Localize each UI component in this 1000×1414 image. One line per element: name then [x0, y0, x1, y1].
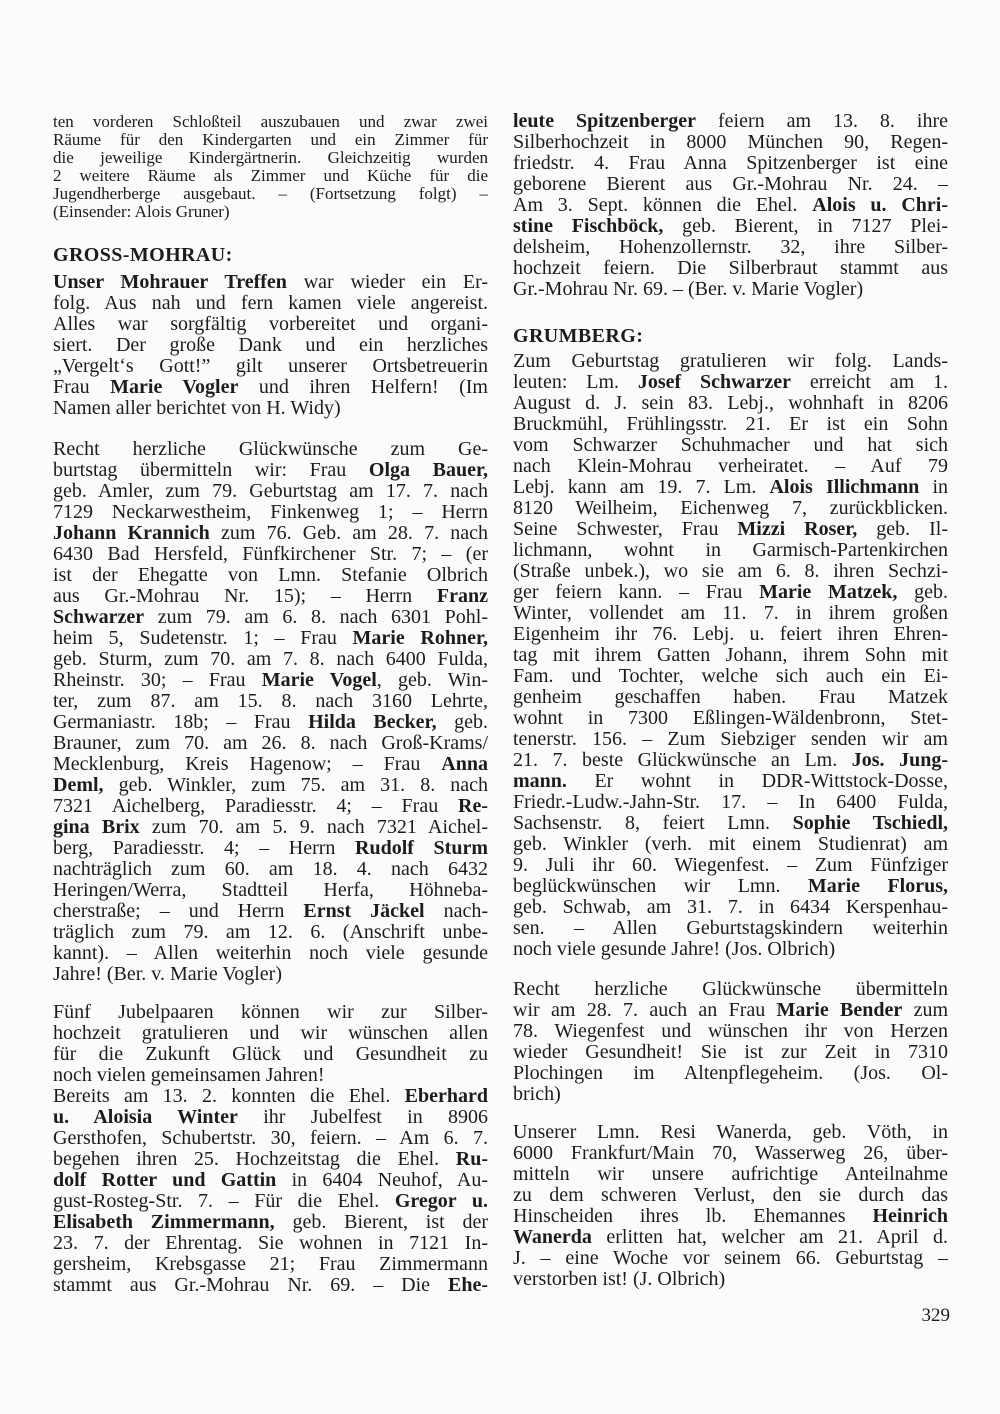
text-line: [513, 855, 948, 876]
text-line: [53, 356, 488, 377]
bold-text: Heinrich: [872, 1205, 948, 1227]
text-line: [513, 1021, 948, 1042]
text-line: [513, 687, 948, 708]
text-line: [53, 628, 488, 649]
bold-text: Schwarzer: [53, 606, 145, 628]
bold-text: Gregor u.: [394, 1190, 488, 1212]
text-line: [53, 460, 488, 481]
text-run: in 6404 Neuhof, Au-: [276, 1169, 488, 1191]
text-run: zu dem schweren Verlust, den sie durch das: [513, 1184, 948, 1206]
text-line: [53, 817, 488, 838]
text-run: begehen ihren 25. Hochzeitstag die Ehel.: [53, 1148, 456, 1170]
text-line: [53, 167, 488, 185]
text-line: [53, 113, 488, 131]
text-run: geb. Il-: [857, 518, 948, 540]
bold-text: Elisabeth Zimmermann,: [53, 1211, 275, 1233]
text-line: [53, 964, 488, 985]
text-run: Namen aller berichtet von H. Widy): [53, 397, 341, 419]
bold-text: Alois Illichmann: [769, 476, 920, 498]
bold-text: Jos. Jung-: [851, 749, 948, 771]
text-line: [513, 279, 948, 300]
text-line: [53, 335, 488, 356]
text-line: [53, 272, 488, 293]
text-line: [513, 1000, 948, 1021]
text-line: [513, 258, 948, 279]
text-line: [513, 834, 948, 855]
bold-text: Marie Florus,: [807, 875, 948, 897]
text-run: geb. Schwab, am 31. 7. in 6434 Kerspenhau-: [513, 896, 948, 918]
text-line: [53, 838, 488, 859]
text-run: die jeweilige Kindergärtnerin. Gleichzeitig wurden: [53, 148, 488, 167]
text-line: [53, 1149, 488, 1170]
text-line: [513, 372, 948, 393]
text-run: Alles war sorgfältig vorbereitet und organi-: [53, 313, 488, 335]
text-run: nach-: [424, 900, 488, 922]
text-line: [53, 649, 488, 670]
text-line: [513, 979, 948, 1000]
text-run: hochzeit gratulieren und wir wünschen allen: [53, 1022, 488, 1044]
text-run: siert. Der große Dank und ein herzliches: [53, 334, 488, 356]
text-line: [513, 351, 948, 372]
mohrauer-treffen-paragraph: [53, 272, 488, 419]
text-run: friedstr. 4. Frau Anna Spitzenberger ist eine: [513, 152, 948, 174]
text-line: [513, 771, 948, 792]
text-run: geb. Amler, zum 79. Geburtstag am 17. 7. nach: [53, 480, 488, 502]
text-line: [53, 481, 488, 502]
text-run: Räume für den Kindergarten und ein Zimmer für: [53, 130, 488, 149]
text-run: August d. J. sein 83. Lebj., wohnhaft in 8206: [513, 392, 948, 414]
text-run: zum: [902, 999, 949, 1021]
text-run: delsheim, Hohenzollernstr. 32, ihre Silber-: [513, 236, 948, 258]
text-run: geb. Winkler (verh. mit einem Studienrat) am: [513, 833, 948, 855]
bold-text: Johann Krannich: [53, 522, 210, 544]
bold-text: Marie Vogler: [110, 376, 239, 398]
text-run: Silberhochzeit in 8000 München 90, Regen-: [513, 131, 948, 153]
page-number: 329: [921, 1305, 950, 1326]
bold-text: Olga Bauer,: [368, 459, 488, 481]
bold-text: u. Aloisia Winter: [53, 1106, 238, 1128]
bold-text: Ru-: [455, 1148, 488, 1170]
text-run: noch viele gesunde Jahre! (Jos. Olbrich): [513, 938, 836, 960]
text-run: zum 70. am 5. 9. nach 7321 Aichel-: [139, 816, 488, 838]
condolence-paragraph: [513, 1122, 948, 1290]
text-run: Gersthofen, Schubertstr. 30, feiern. – Am 6. 7.: [53, 1127, 488, 1149]
text-line: [513, 498, 948, 519]
text-run: ist der Ehegatte von Lmn. Stefanie Olbrich: [53, 564, 488, 586]
text-run: tag mit ihrem Gatten Johann, ihrem Sohn mit: [513, 644, 948, 666]
text-line: [53, 859, 488, 880]
text-run: brich): [513, 1083, 561, 1105]
text-line: [53, 398, 488, 419]
text-line: [513, 1227, 948, 1248]
bold-text: Marie Bender: [776, 999, 903, 1021]
text-run: Recht herzliche Glückwünsche zum Ge-: [53, 438, 488, 460]
text-line: [513, 918, 948, 939]
text-line: [53, 544, 488, 565]
text-line: [53, 1191, 488, 1212]
bold-text: Franz: [436, 585, 488, 607]
text-run: 7321 Aichelberg, Paradiesstr. 4; – Frau: [53, 795, 459, 817]
text-line: [513, 1248, 948, 1269]
text-line: [513, 477, 948, 498]
text-run: mitteln wir unsere aufrichtige Anteilnahme: [513, 1163, 948, 1185]
text-line: [53, 1275, 488, 1296]
section-heading-grumberg: GRUMBERG:: [513, 325, 644, 347]
text-run: 6430 Bad Hersfeld, Fünfkirchener Str. 7; – (er: [53, 543, 488, 565]
text-line: [513, 132, 948, 153]
text-run: geb.: [436, 711, 488, 733]
bold-text: dolf Rotter und Gattin: [53, 1169, 277, 1191]
text-line: [53, 1170, 488, 1191]
bold-text: gina Brix: [53, 816, 140, 838]
text-line: [53, 131, 488, 149]
text-line: [53, 670, 488, 691]
text-run: J. – eine Woche vor seinem 66. Geburtstag –: [513, 1247, 948, 1269]
text-run: Am 3. Sept. können die Ehel.: [513, 194, 813, 216]
text-run: 78. Wiegenfest und wünschen ihr von Herzen: [513, 1020, 948, 1042]
text-run: sen. – Allen Geburtstagskindern weiterhin: [513, 917, 948, 939]
text-line: [513, 939, 948, 960]
text-run: wohnt in 7300 Eßlingen-Wäldenbronn, Stet-: [513, 707, 948, 729]
bold-text: Ehe-: [448, 1274, 488, 1296]
bold-text: Unser Mohrauer Treffen: [53, 271, 287, 293]
bold-text: Eberhard: [404, 1085, 488, 1107]
text-line: [513, 876, 948, 897]
text-run: Fünf Jubelpaaren können wir zur Silber-: [53, 1001, 488, 1023]
text-run: nachträglich zum 60. am 18. 4. nach 6432: [53, 858, 488, 880]
text-line: [513, 666, 948, 687]
text-run: geb. Bierent, in 7127 Plei-: [663, 215, 948, 237]
text-line: [53, 523, 488, 544]
text-run: 9. Juli ihr 60. Wiegenfest. – Zum Fünfziger: [513, 854, 948, 876]
text-run: gust-Rosteg-Str. 7. – Für die Ehel.: [53, 1190, 395, 1212]
text-line: [53, 293, 488, 314]
text-line: [53, 1212, 488, 1233]
birthday-greetings-paragraph: [53, 439, 488, 985]
text-run: erreicht am 1.: [791, 371, 948, 393]
text-run: Sachsenstr. 8, feiert Lmn.: [513, 812, 793, 834]
text-run: wieder Gesundheit! Sie ist zur Zeit in 7310: [513, 1041, 948, 1063]
text-run: 2 weitere Räume als Zimmer und Küche für die: [53, 166, 488, 185]
text-line: [513, 792, 948, 813]
text-run: Bruckmühl, Frühlingsstr. 21. Er ist ein Sohn: [513, 413, 948, 435]
text-line: [513, 624, 948, 645]
text-line: [53, 1023, 488, 1044]
text-run: Germaniastr. 18b; – Frau: [53, 711, 309, 733]
text-run: „Vergelt‘s Gott!” gilt unserer Ortsbetreuerin: [53, 355, 488, 377]
text-run: Hinscheiden ihres lb. Ehemannes: [513, 1205, 873, 1227]
text-run: feiern am 13. 8. ihre: [696, 110, 948, 132]
bold-text: Anna: [441, 753, 488, 775]
bold-text: Hilda Becker,: [308, 711, 437, 733]
text-run: gersheim, Krebsgasse 21; Frau Zimmermann: [53, 1253, 488, 1275]
text-run: , geb. Win-: [376, 669, 488, 691]
text-run: aus Gr.-Mohrau Nr. 15); – Herrn: [53, 585, 437, 607]
bold-text: Re-: [458, 795, 488, 817]
text-line: [53, 775, 488, 796]
text-line: [53, 607, 488, 628]
text-line: [513, 750, 948, 771]
text-run: ter, zum 87. am 15. 8. nach 3160 Lehrte,: [53, 690, 488, 712]
text-run: 8120 Weilheim, Eichenweg 7, zurückblicken.: [513, 497, 948, 519]
text-line: [513, 153, 948, 174]
text-run: war wieder ein Er-: [286, 271, 488, 293]
article-continuation-text: [53, 113, 488, 221]
bold-text: leute Spitzenberger: [513, 110, 697, 132]
text-run: geb. Sturm, zum 70. am 7. 8. nach 6400 Fulda,: [53, 648, 488, 670]
text-run: Recht herzliche Glückwünsche übermitteln: [513, 978, 948, 1000]
bold-text: Mizzi Roser,: [737, 518, 858, 540]
text-line: [53, 1233, 488, 1254]
text-line: [53, 1086, 488, 1107]
text-line: [53, 901, 488, 922]
text-run: kannt). – Allen weiterhin noch viele gesunde: [53, 942, 488, 964]
text-line: [53, 565, 488, 586]
text-run: Lebj. kann am 19. 7. Lm.: [513, 476, 770, 498]
text-run: (Straße unbek.), wo sie am 6. 8. ihren Sechzi-: [513, 560, 948, 582]
text-line: [513, 519, 948, 540]
text-line: [513, 708, 948, 729]
text-run: Winter, vollendet am 11. 7. in ihrem großen: [513, 602, 948, 624]
text-run: ihr Jubelfest in 8906: [237, 1106, 488, 1128]
text-run: genheim geschaffen haben. Frau Matzek: [513, 686, 948, 708]
text-run: Jahre! (Ber. v. Marie Vogler): [53, 963, 283, 985]
text-run: beglückwünschen wir Lmn.: [513, 875, 808, 897]
text-line: [513, 195, 948, 216]
bold-text: Josef Schwarzer: [637, 371, 792, 393]
text-run: Zum Geburtstag gratulieren wir folg. Lands-: [513, 350, 948, 372]
text-line: [53, 1254, 488, 1275]
text-line: [513, 561, 948, 582]
text-line: [513, 174, 948, 195]
text-run: berg, Paradiesstr. 4; – Herrn: [53, 837, 356, 859]
text-run: 7129 Neckarwestheim, Finkenweg 1; – Herrn: [53, 501, 488, 523]
text-line: [513, 603, 948, 624]
text-line: [53, 377, 488, 398]
section-heading-gross-mohrau: GROSS-MOHRAU:: [53, 244, 233, 266]
text-run: zum 76. Geb. am 28. 7. nach: [209, 522, 488, 544]
text-run: geborene Bierent aus Gr.-Mohrau Nr. 24. –: [513, 173, 948, 195]
text-run: Heringen/Werra, Stadtteil Herfa, Höhneba-: [53, 879, 488, 901]
text-line: [513, 111, 948, 132]
text-line: [513, 1063, 948, 1084]
left-column: [53, 0, 488, 1414]
text-run: Bereits am 13. 2. konnten die Ehel.: [53, 1085, 405, 1107]
text-line: [513, 540, 948, 561]
text-line: [513, 1269, 948, 1290]
text-line: [53, 1044, 488, 1065]
text-run: nach Klein-Mohrau verheiratet. – Auf 79: [513, 455, 948, 477]
text-line: [53, 185, 488, 203]
text-line: [53, 1128, 488, 1149]
text-line: [513, 897, 948, 918]
text-run: noch vielen gemeinsamen Jahren!: [53, 1064, 325, 1086]
text-run: cherstraße; – und Herrn: [53, 900, 304, 922]
text-run: hochzeit feiern. Die Silberbraut stammt aus: [513, 257, 948, 279]
text-line: [53, 733, 488, 754]
text-line: [53, 203, 488, 221]
silver-wedding-paragraph: [53, 1002, 488, 1296]
text-line: [513, 1185, 948, 1206]
silver-wedding-continuation: [513, 111, 948, 300]
text-run: träglich zum 79. am 12. 6. (Anschrift unbe-: [53, 921, 488, 943]
text-run: burtstag übermitteln wir: Frau: [53, 459, 369, 481]
text-run: Er wohnt in DDR-Wittstock-Dosse,: [566, 770, 948, 792]
text-run: verstorben ist! (J. Olbrich): [513, 1268, 726, 1290]
text-run: Fam. und Tochter, welche sich auch ein Ei-: [513, 665, 948, 687]
text-run: ten vorderen Schloßteil auszubauen und zwar zwei: [53, 112, 488, 131]
text-run: Brauner, zum 70. am 26. 8. nach Groß-Krams/: [53, 732, 488, 754]
text-line: [53, 754, 488, 775]
text-line: [53, 1107, 488, 1128]
text-run: Plochingen im Altenpflegeheim. (Jos. Ol-: [513, 1062, 948, 1084]
grumberg-birthday-paragraph: [513, 351, 948, 960]
text-run: geb.: [897, 581, 948, 603]
text-line: [513, 1084, 948, 1105]
text-run: Frau: [53, 376, 111, 398]
text-line: [513, 813, 948, 834]
bold-text: mann.: [513, 770, 567, 792]
text-line: [513, 456, 948, 477]
text-line: [53, 149, 488, 167]
text-line: [513, 414, 948, 435]
text-line: [513, 393, 948, 414]
text-run: tenerstr. 156. – Zum Siebziger senden wir am: [513, 728, 948, 750]
bold-text: Marie Vogel: [261, 669, 377, 691]
text-line: [53, 712, 488, 733]
text-line: [513, 1042, 948, 1063]
bold-text: Marie Matzek,: [759, 581, 898, 603]
text-run: 21. 7. beste Glückwünsche an Lm.: [513, 749, 852, 771]
text-run: (Einsender: Alois Gruner): [53, 202, 230, 221]
text-run: leuten: Lm.: [513, 371, 638, 393]
text-line: [513, 582, 948, 603]
bold-text: Ernst Jäckel: [303, 900, 425, 922]
right-column: [513, 0, 948, 1414]
text-run: für die Zukunft Glück und Gesundheit zu: [53, 1043, 488, 1065]
text-run: Unserer Lmn. Resi Wanerda, geb. Vöth, in: [513, 1121, 948, 1143]
text-run: in: [919, 476, 948, 498]
text-line: [53, 1065, 488, 1086]
text-line: [53, 502, 488, 523]
text-run: stammt aus Gr.-Mohrau Nr. 69. – Die: [53, 1274, 448, 1296]
text-line: [53, 880, 488, 901]
text-run: Friedr.-Ludw.-Jahn-Str. 17. – In 6400 Fulda,: [513, 791, 948, 813]
bold-text: Marie Rohner,: [352, 627, 488, 649]
text-line: [513, 729, 948, 750]
text-line: [513, 645, 948, 666]
text-line: [513, 1143, 948, 1164]
text-run: 23. 7. der Ehrentag. Sie wohnen in 7121 In-: [53, 1232, 488, 1254]
text-line: [53, 586, 488, 607]
bold-text: stine Fischböck,: [513, 215, 664, 237]
text-line: [53, 1002, 488, 1023]
bold-text: Rudolf Sturm: [355, 837, 488, 859]
text-line: [513, 435, 948, 456]
text-run: Seine Schwester, Frau: [513, 518, 738, 540]
text-run: ger feiern kann. – Frau: [513, 581, 760, 603]
marie-bender-greeting-paragraph: [513, 979, 948, 1105]
text-run: heim 5, Sudetenstr. 1; – Frau: [53, 627, 353, 649]
text-line: [513, 237, 948, 258]
text-line: [513, 1206, 948, 1227]
text-line: [513, 1164, 948, 1185]
text-line: [53, 943, 488, 964]
text-run: vom Schwarzer Schuhmacher und hat sich: [513, 434, 948, 456]
text-run: geb. Winkler, zum 75. am 31. 8. nach: [103, 774, 488, 796]
text-run: erlitten hat, welcher am 21. April d.: [591, 1226, 948, 1248]
text-line: [53, 439, 488, 460]
text-run: wir am 28. 7. auch an Frau: [513, 999, 777, 1021]
text-run: Jugendherberge ausgebaut. – (Fortsetzung folgt) –: [53, 184, 488, 203]
text-run: Gr.-Mohrau Nr. 69. – (Ber. v. Marie Vogler): [513, 278, 864, 300]
text-line: [513, 1122, 948, 1143]
text-run: und ihren Helfern! (Im: [238, 376, 488, 398]
text-run: zum 79. am 6. 8. nach 6301 Pohl-: [144, 606, 488, 628]
text-run: 6000 Frankfurt/Main 70, Wasserweg 26, über-: [513, 1142, 948, 1164]
text-line: [53, 922, 488, 943]
bold-text: Alois u. Chri-: [812, 194, 948, 216]
text-run: geb. Bierent, ist der: [274, 1211, 488, 1233]
text-line: [53, 314, 488, 335]
text-run: Eigenheim ihr 76. Lebj. u. feiert ihren Ehren-: [513, 623, 948, 645]
text-line: [53, 691, 488, 712]
bold-text: Wanerda: [513, 1226, 592, 1248]
text-run: folg. Aus nah und fern kamen viele angereist.: [53, 292, 488, 314]
text-line: [513, 216, 948, 237]
text-run: Rheinstr. 30; – Frau: [53, 669, 262, 691]
text-run: Mecklenburg, Kreis Hagenow; – Frau: [53, 753, 442, 775]
bold-text: Deml,: [53, 774, 104, 796]
text-run: lichmann, wohnt in Garmisch-Partenkirchen: [513, 539, 948, 561]
bold-text: Sophie Tschiedl,: [792, 812, 949, 834]
text-line: [53, 796, 488, 817]
